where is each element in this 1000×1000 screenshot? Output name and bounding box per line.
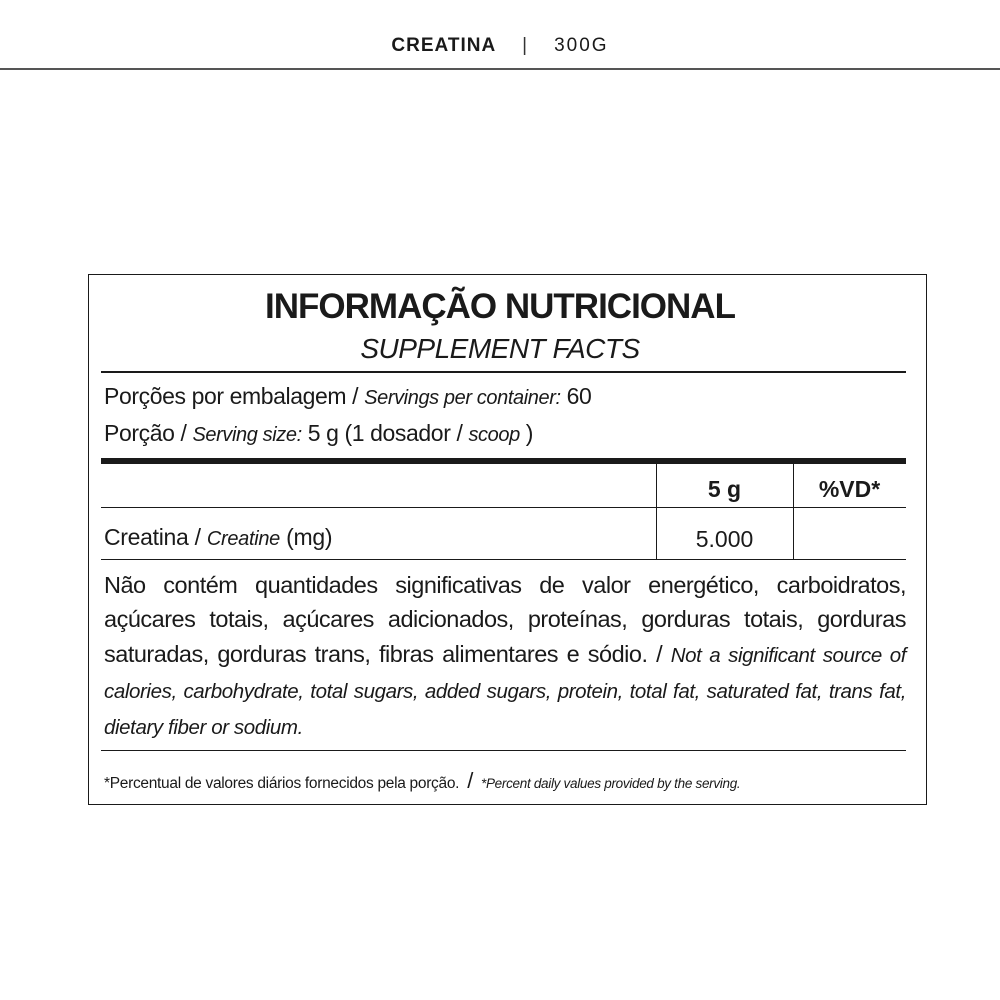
panel-title: INFORMAÇÃO NUTRICIONAL: [265, 287, 735, 326]
nutrient-name: [104, 522, 332, 554]
portion-close: ): [519, 420, 534, 446]
footnote-separator: /: [467, 768, 473, 793]
portion-scoop: scoop: [468, 424, 520, 446]
header-text: [0, 32, 1000, 60]
footnote-en: *Percent daily values provided by the serving.: [481, 776, 741, 791]
header-separator: |: [522, 35, 529, 56]
portion-en: Serving size:: [192, 424, 302, 446]
footnote-pt: *Percentual de valores diários fornecidos pela porção.: [104, 775, 460, 792]
insignificant-note: [104, 568, 906, 745]
nutrient-en: Creatine: [206, 528, 281, 550]
divider-title: [101, 371, 906, 373]
note-en: Not a significant source of calories, carbohydrate, total sugars, added sugars, protein, total fat, saturated fat, trans fat, dietary fiber or sodium.: [104, 643, 906, 740]
servings-pt: Porções por embalagem /: [104, 383, 365, 409]
divider-nutrient-row: [101, 559, 906, 560]
nutrient-pt: Creatina /: [104, 524, 207, 550]
product-size: 300G: [554, 35, 609, 56]
divider-header-row: [101, 507, 906, 508]
product-header: [0, 0, 1000, 70]
note-pt: Não contém quantidades significativas de valor energético, carboidratos, açúcares totais, açúcares adicionados, proteínas, gorduras totais, gorduras saturadas, gorduras trans, fibras alimentares e sódio. /: [104, 572, 906, 667]
column-header-dv: %VD*: [818, 476, 881, 502]
servings-per-container: [104, 381, 591, 413]
nutrient-amount: 5.000: [695, 526, 754, 552]
nutrient-unit: (mg): [280, 524, 333, 550]
servings-value: 60: [560, 383, 592, 409]
servings-en: Servings per container:: [364, 387, 561, 409]
portion-pt: Porção /: [104, 420, 193, 446]
portion-value: 5 g (1 dosador /: [301, 420, 469, 446]
footnote: [104, 768, 910, 797]
column-header-amount: 5 g: [707, 476, 742, 502]
product-name: CREATINA: [391, 35, 497, 56]
panel-subtitle: SUPPLEMENT FACTS: [360, 333, 640, 364]
serving-size: [104, 418, 533, 450]
divider-thick: [101, 458, 906, 464]
divider-footnote: [101, 750, 906, 751]
